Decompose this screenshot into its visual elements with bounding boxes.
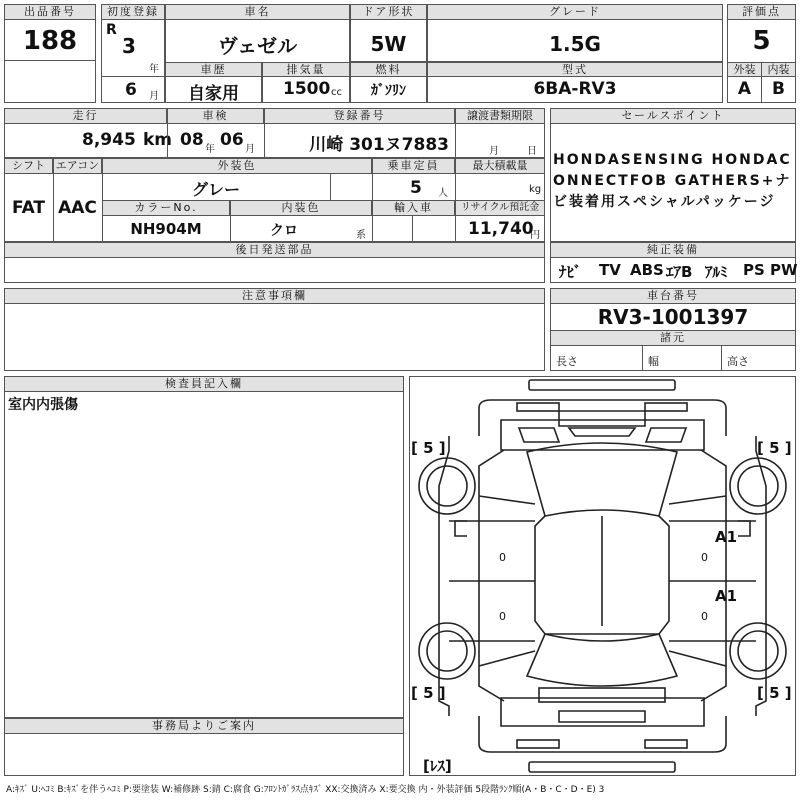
recycle-fee-label: リサイクル預託金 xyxy=(455,200,545,216)
registration-number: 川崎 301ヌ7883 xyxy=(309,135,449,155)
capacity-label: 乗車定員 xyxy=(372,158,455,174)
car-name-label: 車名 xyxy=(165,4,350,20)
exterior-label: 外装 xyxy=(727,62,762,77)
max-load-label: 最大積載量 xyxy=(455,158,545,174)
exterior-color: グレー xyxy=(191,180,240,199)
right-door-lines xyxy=(669,521,756,641)
inspection-month-unit: 月 xyxy=(245,144,255,155)
capacity: 5 xyxy=(410,178,422,198)
rear-lamp-left xyxy=(517,740,559,748)
inspection-year-unit: 年 xyxy=(205,144,215,155)
mark-front-left: [ 5 ] xyxy=(411,439,446,457)
color-number: NH904M xyxy=(130,220,202,238)
air-conditioner: AAC xyxy=(58,198,97,218)
mark-bottom-left: [ﾚｽ] xyxy=(423,757,452,775)
model-code: 6BA-RV3 xyxy=(533,79,617,99)
interior-color: クロ xyxy=(270,223,298,239)
rear-lamp-right xyxy=(645,740,687,748)
capacity-unit: 人 xyxy=(438,188,448,199)
windshield xyxy=(527,443,677,516)
grade: 1.5G xyxy=(549,32,601,56)
office-label: 事務局よりご案内 xyxy=(4,718,404,734)
model-label: 型式 xyxy=(427,62,723,77)
damage-mark-right-rear-door: A1 xyxy=(715,587,738,605)
history-label: 車歴 xyxy=(165,62,262,77)
hood-front xyxy=(501,420,704,450)
fuel: ｶﾞｿﾘﾝ xyxy=(371,83,406,99)
width-label: 幅 xyxy=(648,355,659,368)
mileage-unit: km xyxy=(143,130,173,150)
history: 自家用 xyxy=(188,84,239,104)
left-door-lines xyxy=(449,521,535,641)
front-lamp-left xyxy=(517,403,559,411)
inspection-year: 08 xyxy=(180,130,204,150)
equipment-label: 純正装備 xyxy=(550,242,796,258)
inspector-note: 室内内張傷 xyxy=(8,397,78,413)
equip-abs: ABS xyxy=(630,261,664,279)
transfer-day-unit: 日 xyxy=(527,146,537,157)
rear-window xyxy=(527,634,677,686)
score-label: 評価点 xyxy=(727,4,796,20)
equip-tv: TV xyxy=(599,261,621,279)
displacement-unit: cc xyxy=(331,87,342,98)
legend: A:ｷｽﾞ U:ﾍｺﾐ B:ｷｽﾞを伴うﾍｺﾐ P:要塗装 W:補修跡 S:錆 C:腐食 G:ﾌﾛﾝﾄｶﾞﾗｽ点ｷｽﾞ XX:交換済み X:要交換 内・外装評価 5段階ﾗﾝｸ順(A・B・C・D・E) 3 xyxy=(6,785,605,795)
door-type: 5W xyxy=(370,32,407,56)
color-number-label: カラーNo. xyxy=(102,200,230,216)
recycle-fee-unit: 円 xyxy=(530,230,540,241)
inspector-box xyxy=(4,376,404,718)
month-unit: 月 xyxy=(149,91,159,102)
license-plate-area xyxy=(539,688,665,702)
interior-grade: B xyxy=(772,79,785,99)
equip-alloy: ｱﾙﾐ xyxy=(705,263,728,281)
equip-pw: PW xyxy=(770,261,798,279)
grade-label: グレード xyxy=(427,4,723,20)
chassis-label: 車台番号 xyxy=(550,288,796,304)
later-parts-label: 後日発送部品 xyxy=(4,242,545,258)
first-reg-month: 6 xyxy=(125,80,137,100)
car-name: ヴェゼル xyxy=(217,34,298,58)
mark-front-right: [ 5 ] xyxy=(757,439,792,457)
left-rear-value: 0 xyxy=(499,610,506,623)
recycle-fee: 11,740 xyxy=(468,219,534,239)
mirror-left xyxy=(455,521,467,536)
rear-bumper-bottom xyxy=(529,762,675,772)
shift: FAT xyxy=(11,198,46,218)
score: 5 xyxy=(752,26,771,56)
registration-label: 登録番号 xyxy=(264,108,455,124)
exterior-color-label: 外装色 xyxy=(102,158,372,174)
sales-point-label: セールスポイント xyxy=(550,108,796,124)
equip-ps: PS xyxy=(743,261,765,279)
right-rear-value: 0 xyxy=(701,610,708,623)
equip-navi: ﾅﾋﾞ xyxy=(559,263,582,281)
interior-label: 内装 xyxy=(761,62,796,77)
mirror-right xyxy=(738,521,750,536)
rear-garnish xyxy=(559,711,645,722)
exterior-grade: A xyxy=(737,79,752,99)
shift-label: シフト xyxy=(4,158,53,174)
fog-left xyxy=(519,428,559,442)
right-front-value: 0 xyxy=(701,551,708,564)
interior-color-label: 内装色 xyxy=(230,200,372,216)
caution-label: 注意事項欄 xyxy=(4,288,545,304)
transfer-deadline-label: 譲渡書類期限 xyxy=(455,108,545,124)
first-registration-label: 初度登録 xyxy=(101,4,165,20)
equip-airbag: ｴｱB xyxy=(666,263,693,281)
length-label: 長さ xyxy=(556,355,578,368)
lot-number-label: 出品番号 xyxy=(4,4,96,20)
fuel-label: 燃料 xyxy=(350,62,427,77)
front-lamp-right xyxy=(645,403,687,411)
displacement-label: 排気量 xyxy=(262,62,350,77)
displacement: 1500 xyxy=(283,79,331,99)
inspector-label: 検査員記入欄 xyxy=(4,376,404,392)
mileage-label: 走行 xyxy=(4,108,167,124)
mark-rear-left: [ 5 ] xyxy=(411,684,446,702)
mark-rear-right: [ 5 ] xyxy=(757,684,792,702)
specs-label: 諸元 xyxy=(550,330,796,346)
lot-number: 188 xyxy=(22,26,78,56)
front-logo xyxy=(569,428,635,436)
interior-color-unit: 系 xyxy=(356,230,366,241)
import-label: 輸入車 xyxy=(372,200,455,216)
height-label: 高さ xyxy=(727,355,749,368)
ac-label: エアコン xyxy=(53,158,102,174)
left-front-value: 0 xyxy=(499,551,506,564)
sales-point-text: HONDASENSING HONDACONNECTFOB GATHERS+ナビ装着用スペシャルパッケージ xyxy=(553,152,792,210)
mileage: 8,945 xyxy=(82,130,136,150)
first-reg-year: 3 xyxy=(122,34,136,58)
inspection-month: 06 xyxy=(220,130,244,150)
right-body xyxy=(756,436,766,716)
front-grille xyxy=(559,411,645,426)
chassis-number: RV3-1001397 xyxy=(597,305,749,329)
left-body xyxy=(439,436,449,716)
front-outline xyxy=(479,400,726,436)
year-unit: 年 xyxy=(149,64,159,75)
damage-mark-right-front-door: A1 xyxy=(715,528,738,546)
car-diagram xyxy=(409,376,796,776)
max-load-unit: kg xyxy=(529,184,542,195)
front-bumper-top xyxy=(529,380,675,390)
inspection-label: 車検 xyxy=(167,108,264,124)
transfer-month-unit: 月 xyxy=(489,146,499,157)
door-label: ドア形状 xyxy=(350,4,427,20)
era: R xyxy=(106,22,117,38)
fog-right xyxy=(646,428,686,442)
